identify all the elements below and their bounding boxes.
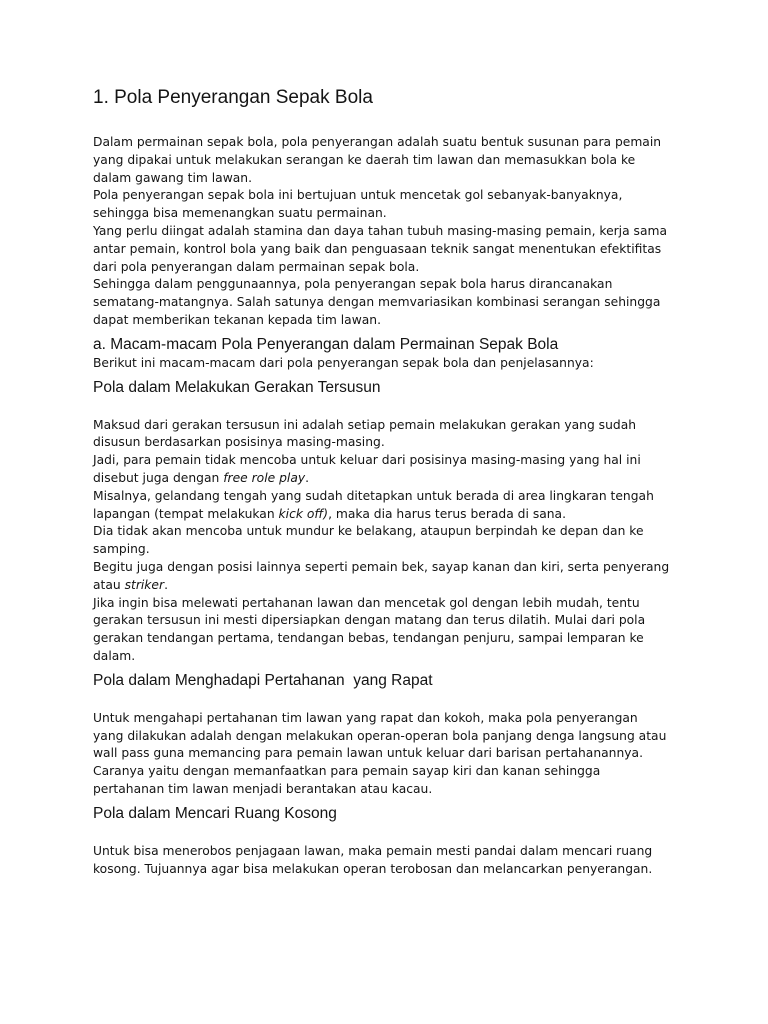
pola3-heading: Pola dalam Mencari Ruang Kosong xyxy=(93,804,337,822)
text-line: Maksud dari gerakan tersusun ini adalah setiap pemain melakukan gerakan yang sudah xyxy=(93,417,637,432)
text-line: Pola penyerangan sepak bola ini bertujuan untuk mencetak gol sebanyak-banyaknya, xyxy=(93,188,623,203)
section-a-intro: Berikut ini macam-macam dari pola penyerangan sepak bola dan penjelasannya: xyxy=(93,355,594,370)
section-a-heading: a. Macam-macam Pola Penyerangan dalam Permainan Sepak Bola xyxy=(93,335,559,353)
pola1-paragraph xyxy=(93,417,683,666)
text-line: Untuk bisa menerobos penjagaan lawan, maka pemain mesti pandai dalam mencari ruang xyxy=(93,843,653,858)
text-line: gerakan tendangan pertama, tendangan bebas, tendangan penjuru, sampai lemparan ke xyxy=(93,631,644,646)
text-line: Jika ingin bisa melewati pertahanan lawan dan mencetak gol dengan lebih mudah, tentu xyxy=(93,595,640,610)
text-line: disusun berdasarkan posisinya masing-masing. xyxy=(93,435,385,450)
text-line: dapat memberikan tekanan kepada tim lawan. xyxy=(93,312,381,327)
italic-term: kick off) xyxy=(278,506,329,521)
text-line: antar pemain, kontrol bola yang baik dan penguasaan teknik sangat menentukan efektifitas xyxy=(93,241,662,256)
text-line: dalam gawang tim lawan. xyxy=(93,170,252,185)
text-line: Caranya yaitu dengan memanfaatkan para pemain sayap kiri dan kanan sehingga xyxy=(93,764,601,779)
text-segment: disebut juga dengan xyxy=(93,470,224,485)
text-line: Sehingga dalam penggunaannya, pola penyerangan sepak bola harus dirancanakan xyxy=(93,277,613,292)
text-line: pertahanan tim lawan menjadi berantakan atau kacau. xyxy=(93,781,433,796)
text-line: Dia tidak akan mencoba untuk mundur ke belakang, ataupun berpindah ke depan dan ke xyxy=(93,524,644,539)
intro-paragraph xyxy=(93,134,683,330)
text-segment: , maka dia harus terus berada di sana. xyxy=(328,506,566,521)
text-line: Yang perlu diingat adalah stamina dan daya tahan tubuh masing-masing pemain, kerja sama xyxy=(93,223,668,238)
text-line: gerakan tersusun ini mesti dipersiapkan dengan matang dan terus dilatih. Mulai dari pola xyxy=(93,613,646,628)
text-line: sehingga bisa memenangkan suatu permainan. xyxy=(93,206,387,221)
text-line: dalam. xyxy=(93,648,136,663)
text-line xyxy=(93,577,683,595)
text-line: Begitu juga dengan posisi lainnya seperti pemain bek, sayap kanan dan kiri, serta penyerang xyxy=(93,559,670,574)
pola2-heading: Pola dalam Menghadapi Pertahanan yang Rapat xyxy=(93,671,433,689)
italic-term: striker xyxy=(124,577,165,592)
text-line: Jadi, para pemain tidak mencoba untuk keluar dari posisinya masing-masing yang hal ini xyxy=(93,453,641,468)
text-line xyxy=(93,506,683,524)
text-line: wall pass guna memancing para pemain lawan untuk keluar dari barisan pertahanannya. xyxy=(93,746,643,761)
text-segment: . xyxy=(164,577,168,592)
page-title: 1. Pola Penyerangan Sepak Bola xyxy=(93,87,373,108)
text-segment: . xyxy=(305,470,310,485)
italic-term: free role play xyxy=(223,470,306,485)
text-line: kosong. Tujuannya agar bisa melakukan operan terobosan dan melancarkan penyerangan. xyxy=(93,861,653,876)
text-line: yang dipakai untuk melakukan serangan ke daerah tim lawan dan memasukkan bola ke xyxy=(93,152,636,167)
text-line: Untuk mengahapi pertahanan tim lawan yang rapat dan kokoh, maka pola penyerangan xyxy=(93,710,638,725)
text-line: Misalnya, gelandang tengah yang sudah ditetapkan untuk berada di area lingkaran tengah xyxy=(93,488,654,503)
pola2-paragraph xyxy=(93,710,683,799)
pola1-heading: Pola dalam Melakukan Gerakan Tersusun xyxy=(93,378,381,396)
text-line xyxy=(93,470,683,488)
text-segment: atau xyxy=(93,577,125,592)
text-line: dari pola penyerangan dalam permainan sepak bola. xyxy=(93,259,420,274)
text-line: Dalam permainan sepak bola, pola penyerangan adalah suatu bentuk susunan para pemain xyxy=(93,135,662,149)
document-page xyxy=(93,85,683,878)
text-line: sematang-matangnya. Salah satunya dengan memvariasikan kombinasi serangan sehingga xyxy=(93,295,661,310)
text-line: samping. xyxy=(93,542,150,557)
text-line: yang dilakukan adalah dengan melakukan operan-operan bola panjang denga langsung atau xyxy=(93,728,667,743)
text-segment: lapangan (tempat melakukan xyxy=(93,506,279,521)
pola3-paragraph xyxy=(93,843,683,879)
